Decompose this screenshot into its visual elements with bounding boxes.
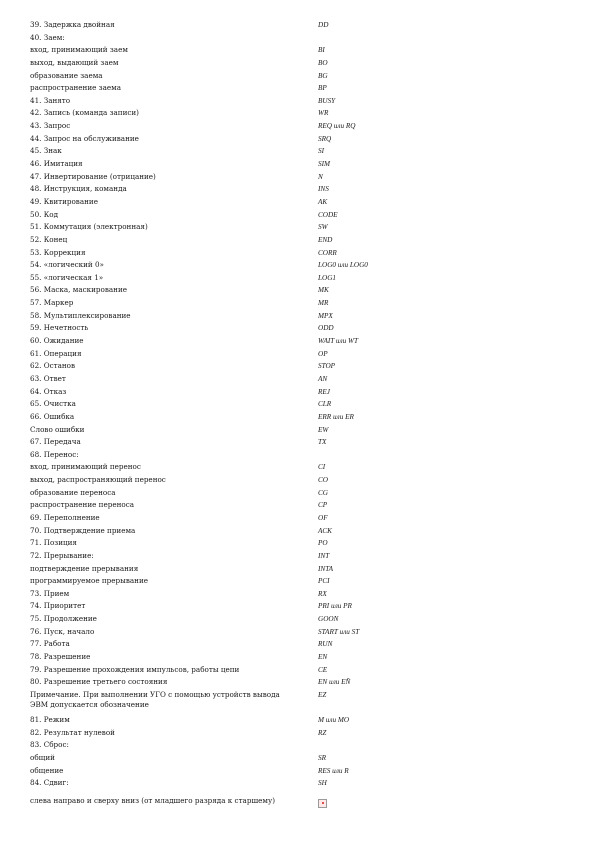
term-label: распространение заема [30,83,122,93]
table-row [30,311,550,324]
term-label: 70. Подтверждение приема [30,525,136,535]
abbreviation-code: CORR [318,248,337,257]
table-row [30,374,550,387]
abbreviation-code: PRI или PR [318,602,352,611]
table-row [30,121,550,134]
abbreviation-code: PO [318,539,328,548]
table-row [30,58,550,71]
term-label: 81. Режим [30,714,70,724]
abbreviation-code: RX [318,589,327,598]
abbreviation-code: RUN [318,640,333,649]
table-row [30,589,550,602]
term-label: образование переноса [30,487,116,497]
term-label: 69. Переполнение [30,512,100,522]
term-label: 78. Разрешение [30,652,91,662]
term-label: 79. Разрешение прохождения импульсов, работы цепи [30,664,240,674]
abbreviation-code: N [318,172,323,181]
table-row [30,715,550,728]
abbreviation-code: TX [318,438,327,447]
table-row [30,184,550,197]
table-row [30,576,550,589]
term-label: 84. Сдвиг: [30,778,69,788]
table-row [30,33,550,46]
abbreviation-code: REQ или RQ [318,122,356,131]
table-row [30,349,550,362]
term-label: 83. Сброс: [30,740,69,750]
table-row [30,235,550,248]
term-label: 63. Ответ [30,373,66,383]
term-label: вход, принимающий заем [30,45,128,55]
table-row [30,538,550,551]
table-row [30,475,550,488]
abbreviation-code: BG [318,71,328,80]
term-label: 80. Разрешение третьего состояния [30,677,168,687]
abbreviation-code: RZ [318,728,327,737]
term-label: 75. Продолжение [30,614,97,624]
broken-image-icon [318,799,327,808]
term-label: 49. Квитирование [30,196,98,206]
abbreviation-code: PCI [318,577,330,586]
abbreviation-code: WAIT или WT [318,337,359,346]
term-label: 68. Перенос: [30,449,79,459]
table-row [30,796,550,809]
term-label: 52. Конец [30,234,68,244]
table-row [30,551,550,564]
term-label: 47. Инвертирование (отрицание) [30,171,156,181]
table-row [30,564,550,577]
table-row [30,690,550,715]
term-label: 72. Прерывание: [30,550,94,560]
term-label: 50. Код [30,209,59,219]
table-row [30,652,550,665]
abbreviation-code: BI [318,46,325,55]
abbreviation-code: CLR [318,400,332,409]
abbreviation-code: BO [318,58,328,67]
abbreviation-code [318,796,327,808]
abbreviation-code: EN [318,653,328,662]
term-label: программируемое прерывание [30,576,149,586]
table-row [30,71,550,84]
table-row [30,766,550,779]
term-label: 65. Очистка [30,399,76,409]
table-row [30,197,550,210]
abbreviation-code: AN [318,374,328,383]
term-label: 39. Задержка двойная [30,20,115,29]
abbreviation-code: BP [318,84,327,93]
abbreviation-code: CODE [318,210,338,219]
term-label: 73. Прием [30,588,70,598]
term-label: 51. Коммутация (электронная) [30,222,148,232]
term-label: 66. Ошибка [30,411,75,421]
table-row [30,134,550,147]
abbreviation-code: LOG1 [318,273,336,282]
term-label: 61. Операция [30,348,82,358]
term-label: 56. Маска, маскирование [30,285,128,295]
abbreviation-code: STOP [318,362,336,371]
term-label: 55. «логическая 1» [30,272,104,282]
abbreviation-code: ERR или ER [318,412,354,421]
table-row [30,740,550,753]
term-label: 64. Отказ [30,386,67,396]
table-row [30,513,550,526]
table-row [30,323,550,336]
abbreviation-code: CI [318,463,326,472]
abbreviation-code: CE [318,665,328,674]
table-row [30,260,550,273]
term-label: 62. Останов [30,361,76,371]
term-label: подтверждение прерывания [30,563,139,573]
table-row [30,753,550,766]
table-row [30,488,550,501]
term-label: 40. Заем: [30,32,65,42]
table-row [30,728,550,741]
table-row [30,96,550,109]
term-label: 42. Запись (команда записи) [30,108,139,118]
term-label: 46. Имитация [30,159,83,169]
term-label: 43. Запрос [30,121,71,131]
table-row [30,387,550,400]
table-row [30,425,550,438]
abbreviation-code: CO [318,476,328,485]
abbreviation-code: MR [318,299,329,308]
term-label: 41. Занято [30,95,71,105]
table-row [30,665,550,678]
term-label: 54. «логический 0» [30,260,104,270]
term-label: 76. Пуск, начало [30,626,95,636]
table-row [30,677,550,690]
term-label: общий [30,752,55,762]
term-label: 59. Нечетность [30,323,89,333]
table-row [30,285,550,298]
table-row [30,172,550,185]
table-row [30,614,550,627]
table-row [30,450,550,463]
table-row [30,526,550,539]
abbreviation-code: INTA [318,564,334,573]
term-label: 82. Результат нулевой [30,727,115,737]
abbreviation-code: EN или EN̄ [318,678,351,687]
table-row [30,627,550,640]
table-row [30,462,550,475]
term-label: 53. Коррекция [30,247,86,257]
term-label: 60. Ожидание [30,336,84,346]
abbreviation-code: LOG0 или LOG0 [318,261,368,270]
table-row [30,45,550,58]
abbreviation-code: SIM [318,160,330,169]
abbreviation-code: SI [318,147,324,156]
abbreviation-code: OF [318,513,328,522]
table-row [30,601,550,614]
abbreviation-code: ACK [318,526,332,535]
term-label: 44. Запрос на обслуживание [30,133,139,143]
term-label: 67. Передача [30,437,81,447]
abbreviation-table [30,20,550,808]
table-row [30,639,550,652]
table-row [30,437,550,450]
abbreviation-code: WR [318,109,329,118]
table-row [30,778,550,791]
abbreviation-code: OP [318,349,328,358]
abbreviation-code: AK [318,197,328,206]
term-label: Примечание. При выполнении УГО с помощью устройств вывода ЭВМ допускается обозначение [30,689,280,710]
abbreviation-code: END [318,235,333,244]
abbreviation-code: SW [318,223,328,232]
abbreviation-code: START или ST [318,627,360,636]
table-row [30,248,550,261]
term-label: 71. Позиция [30,538,77,548]
abbreviation-code: SH [318,779,327,788]
table-row [30,159,550,172]
abbreviation-code: ODD [318,324,334,333]
term-label: образование заема [30,70,103,80]
term-label: выход, распространяющий перенос [30,475,166,485]
term-label: 57. Маркер [30,298,74,308]
table-row [30,146,550,159]
abbreviation-code: MPX [318,311,333,320]
term-label: 45. Знак [30,146,62,156]
table-row [30,399,550,412]
table-row [30,336,550,349]
abbreviation-code: INT [318,551,330,560]
table-row [30,108,550,121]
abbreviation-code: M или MO [318,715,350,724]
abbreviation-code: MK [318,286,329,295]
abbreviation-code: DD [318,21,329,29]
abbreviation-code: EZ [318,690,327,699]
abbreviation-code: SR [318,753,326,762]
table-row [30,412,550,425]
term-label: 48. Инструкция, команда [30,184,127,194]
table-row [30,20,550,33]
term-label: распространение переноса [30,500,135,510]
table-row [30,298,550,311]
table-row [30,361,550,374]
abbreviation-code: INS [318,185,329,194]
term-label: вход, принимающий перенос [30,462,141,472]
term-label: 77. Работа [30,639,70,649]
table-row [30,222,550,235]
term-label: слева направо и сверху вниз (от младшего разряда к старшему) [30,795,276,805]
abbreviation-code: REJ [318,387,330,396]
table-row [30,83,550,96]
table-row [30,500,550,513]
table-row [30,273,550,286]
term-label: 58. Мультиплексирование [30,310,131,320]
term-label: 74. Приоритет [30,601,86,611]
abbreviation-code: BUSY [318,96,336,105]
abbreviation-code: EW [318,425,329,434]
abbreviation-code: GOON [318,615,339,624]
table-row [30,210,550,223]
term-label: выход, выдающий заем [30,57,119,67]
term-label: общение [30,765,64,775]
term-label: Слово ошибки [30,424,85,434]
abbreviation-code: SRQ [318,134,332,143]
abbreviation-code: CG [318,488,328,497]
abbreviation-code: RES или R [318,766,349,775]
abbreviation-code: CP [318,501,328,510]
